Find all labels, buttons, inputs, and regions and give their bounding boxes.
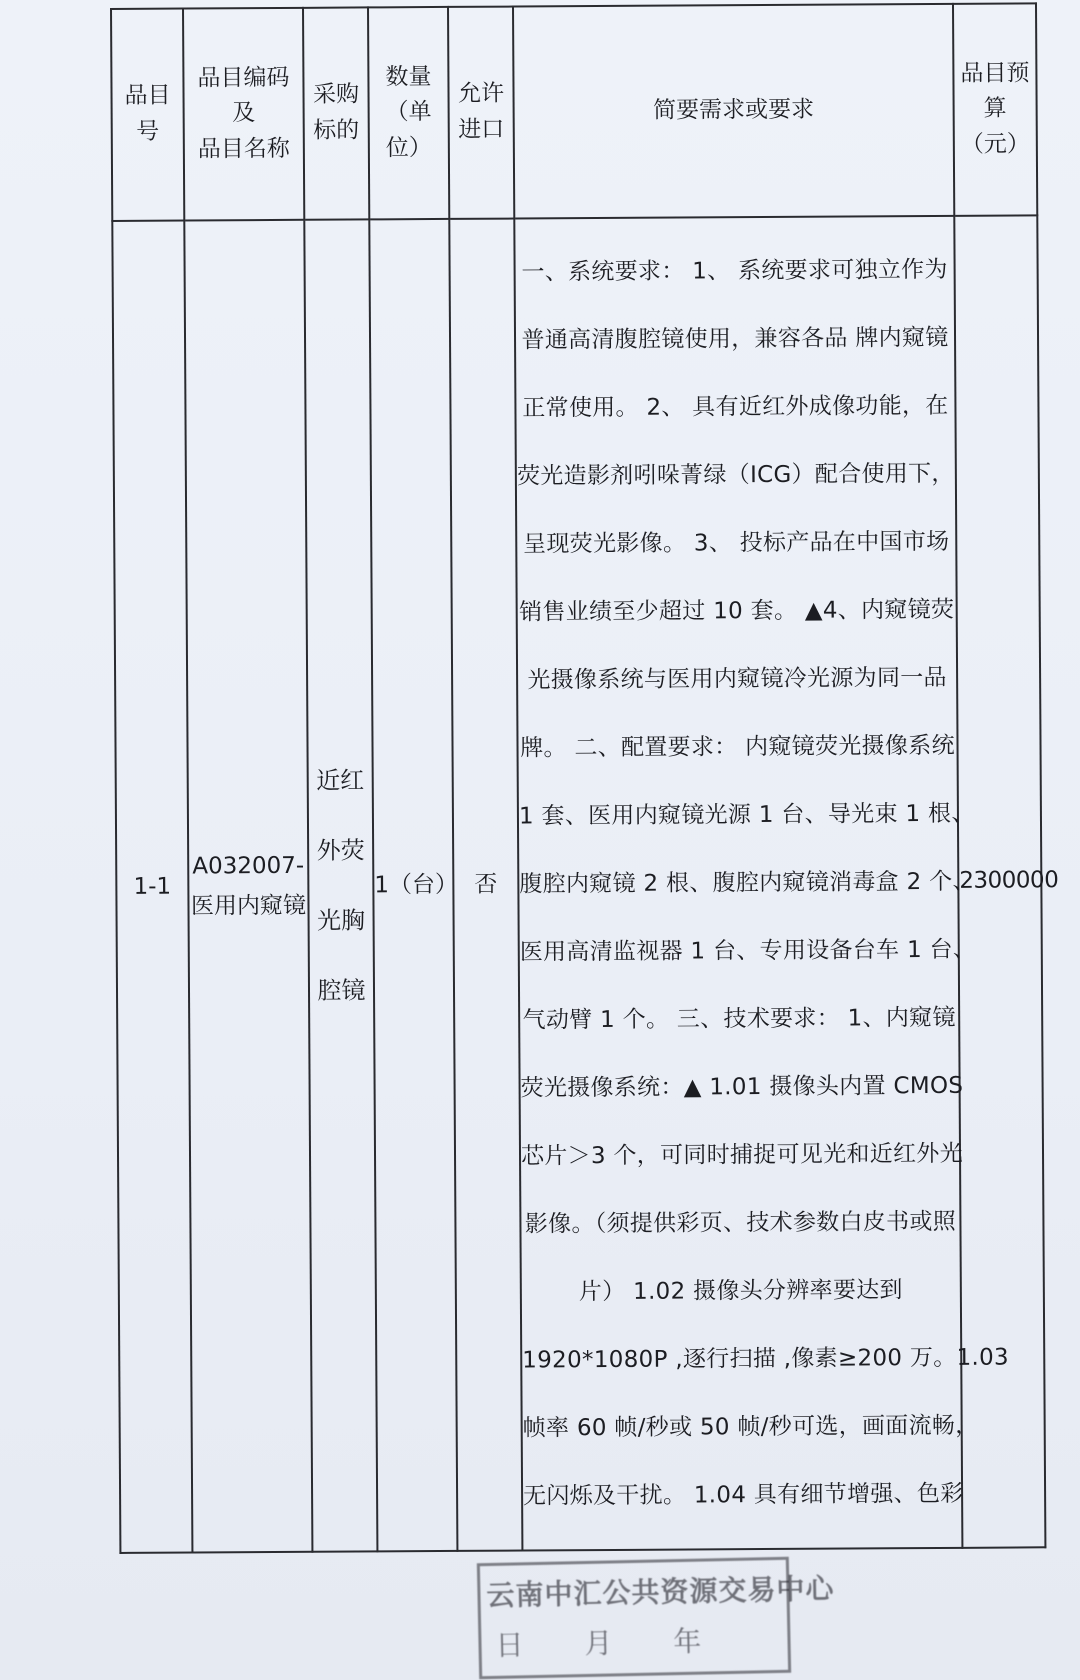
requirement-line: 销售业绩至少超过 10 套。 ▲4、内窥镜荧 bbox=[519, 596, 955, 626]
requirement-line: 影像。（须提供彩页、技术参数白皮书或照 bbox=[524, 1208, 957, 1238]
requirement-line: 牌。 二、配置要求： 内窥镜荧光摄像系统 bbox=[520, 732, 955, 762]
header-item-no: 品目 号 bbox=[111, 9, 184, 221]
requirement-line: 帧率 60 帧/秒或 50 帧/秒可选，画面流畅， bbox=[522, 1412, 979, 1442]
header-import-allowed: 允许 进口 bbox=[448, 7, 514, 219]
requirement-line: 腹腔内窥镜 2 根、腹腔内窥镜消毒盒 2 个、 bbox=[519, 868, 976, 898]
header-quantity: 数量 （单 位） bbox=[368, 7, 449, 219]
requirement-line: 芯片＞3 个，可同时捕捉可见光和近红外光 bbox=[520, 1140, 964, 1170]
requirement-line: 医用高清监视器 1 台、专用设备台车 1 台、 bbox=[519, 936, 977, 966]
requirement-line: 光摄像系统与医用内窥镜冷光源为同一品 bbox=[527, 664, 947, 694]
cell-purchase-target: 近红 外荧 光胸 腔镜 bbox=[304, 219, 377, 1551]
cell-item-code-name: A032007- 医用内窥镜 bbox=[184, 220, 312, 1553]
requirement-line: 荧光造影剂吲哚菁绿（ICG）配合使用下， bbox=[516, 460, 955, 490]
requirement-line: 无闪烁及干扰。 1.04 具有细节增强、色彩 bbox=[523, 1480, 964, 1510]
cell-import-allowed: 否 bbox=[449, 219, 522, 1551]
header-item-code-name: 品目编码及 品目名称 bbox=[183, 8, 304, 221]
requirement-line: 气动臂 1 个。 三、技术要求： 1、内窥镜 bbox=[522, 1004, 956, 1034]
header-purchase-target: 采购 标的 bbox=[303, 7, 369, 219]
header-requirements: 简要需求或要求 bbox=[513, 4, 954, 219]
requirement-line: 1920*1080P ,逐行扫描 ,像素≥200 万。1.03 bbox=[522, 1344, 1010, 1374]
header-budget: 品目预 算（元） bbox=[953, 3, 1037, 216]
table-header-row bbox=[111, 3, 1037, 221]
cell-budget: 2300000 bbox=[954, 215, 1045, 1547]
requirement-line: 1 套、医用内窥镜光源 1 台、导光束 1 根、 bbox=[518, 800, 975, 830]
requirement-line: 普通高清腹腔镜使用，兼容各品 牌内窥镜 bbox=[521, 324, 949, 354]
requirement-line: 一、系统要求： 1、 系统要求可独立作为 bbox=[521, 256, 948, 286]
requirement-line: 片） 1.02 摄像头分辨率要达到 bbox=[578, 1277, 903, 1306]
requirement-line: 荧光摄像系统：▲ 1.01 摄像头内置 CMOS bbox=[520, 1072, 964, 1102]
cell-item-no: 1-1 bbox=[112, 221, 192, 1553]
requirement-line: 呈现荧光影像。 3、 投标产品在中国市场 bbox=[523, 528, 950, 558]
table-row bbox=[112, 215, 1045, 1553]
cell-quantity: 1（台） bbox=[369, 219, 457, 1551]
requirement-line: 正常使用。 2、 具有近红外成像功能，在 bbox=[522, 392, 949, 422]
procurement-table bbox=[110, 2, 1059, 1554]
official-seal-stamp: 云南中汇公共资源交易中心 日 月 年 bbox=[477, 1557, 791, 1680]
